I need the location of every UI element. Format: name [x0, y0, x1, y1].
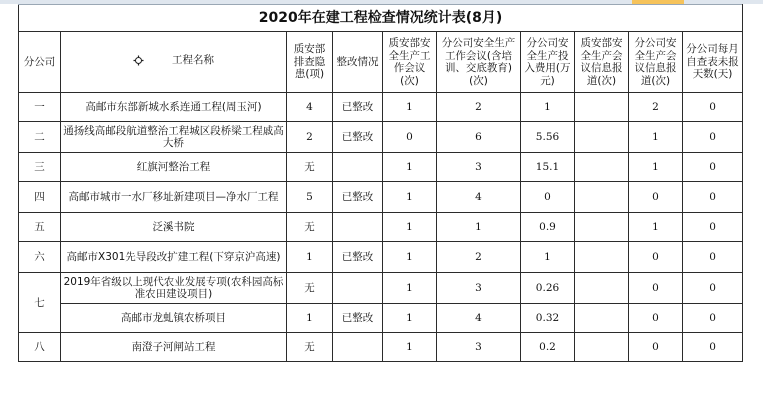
- cell-br-news[interactable]: 0: [629, 182, 683, 213]
- cell-invest[interactable]: 0.2: [521, 333, 575, 362]
- cell-hazards[interactable]: 4: [287, 93, 333, 122]
- cell-rectify[interactable]: 已整改: [333, 93, 383, 122]
- cell-branch[interactable]: 三: [19, 153, 61, 182]
- cell-br-meet[interactable]: 2: [437, 93, 521, 122]
- cell-br-meet[interactable]: 1: [437, 213, 521, 242]
- cell-project[interactable]: 高邮市X301先导段改扩建工程(下穿京沪高速): [61, 242, 287, 273]
- table-row: [19, 273, 743, 304]
- cell-qa-meet[interactable]: 1: [383, 213, 437, 242]
- move-cursor-icon: [133, 55, 144, 66]
- cell-qa-news[interactable]: [575, 122, 629, 153]
- cell-branch[interactable]: 五: [19, 213, 61, 242]
- cell-hazards[interactable]: 1: [287, 304, 333, 333]
- cell-unreported[interactable]: 0: [683, 304, 743, 333]
- cell-project[interactable]: 南澄子河闸站工程: [61, 333, 287, 362]
- header-hazards[interactable]: 质安部排查隐患(项): [287, 32, 333, 93]
- table-row: [19, 93, 743, 122]
- cell-qa-news[interactable]: [575, 273, 629, 304]
- cell-qa-news[interactable]: [575, 333, 629, 362]
- cell-br-news[interactable]: 0: [629, 242, 683, 273]
- header-investment[interactable]: 分公司安全生产投入费用(万元): [521, 32, 575, 93]
- table-row: [19, 333, 743, 362]
- header-qa-news[interactable]: 质安部安全生产会议信息报道(次): [575, 32, 629, 93]
- cell-br-news[interactable]: 0: [629, 273, 683, 304]
- cell-rectify[interactable]: [333, 213, 383, 242]
- header-project-name-label: 工程名称: [172, 54, 214, 67]
- header-project-name[interactable]: [61, 32, 287, 93]
- cell-project[interactable]: 红旗河整治工程: [61, 153, 287, 182]
- cell-qa-news[interactable]: [575, 242, 629, 273]
- header-qa-meetings[interactable]: 质安部安全生产工作会议(次): [383, 32, 437, 93]
- cell-rectify[interactable]: [333, 273, 383, 304]
- cell-qa-meet[interactable]: 1: [383, 182, 437, 213]
- cell-project[interactable]: 通扬线高邮段航道整治工程城区段桥梁工程戚高大桥: [61, 122, 287, 153]
- cell-hazards[interactable]: 5: [287, 182, 333, 213]
- statistics-table: [18, 4, 743, 362]
- cell-invest[interactable]: 0.26: [521, 273, 575, 304]
- cell-br-meet[interactable]: 6: [437, 122, 521, 153]
- cell-invest[interactable]: 1: [521, 93, 575, 122]
- table-row: [19, 182, 743, 213]
- header-branch[interactable]: 分公司: [19, 32, 61, 93]
- cell-qa-meet[interactable]: 1: [383, 304, 437, 333]
- cell-br-news[interactable]: 0: [629, 333, 683, 362]
- cell-qa-news[interactable]: [575, 182, 629, 213]
- cell-unreported[interactable]: 0: [683, 153, 743, 182]
- table-row: [19, 242, 743, 273]
- cell-project[interactable]: 泛溪书院: [61, 213, 287, 242]
- cell-qa-meet[interactable]: 1: [383, 273, 437, 304]
- cell-unreported[interactable]: 0: [683, 182, 743, 213]
- cell-br-meet[interactable]: 2: [437, 242, 521, 273]
- cell-br-meet[interactable]: 3: [437, 153, 521, 182]
- cell-branch[interactable]: 二: [19, 122, 61, 153]
- cell-qa-meet[interactable]: 1: [383, 333, 437, 362]
- cell-br-meet[interactable]: 4: [437, 182, 521, 213]
- table-title: 2020年在建工程检查情况统计表(8月): [19, 5, 743, 32]
- cell-br-meet[interactable]: 3: [437, 273, 521, 304]
- cell-invest[interactable]: 0.32: [521, 304, 575, 333]
- cell-br-news[interactable]: 0: [629, 304, 683, 333]
- cell-invest[interactable]: 1: [521, 242, 575, 273]
- cell-br-meet[interactable]: 4: [437, 304, 521, 333]
- table-row: [19, 153, 743, 182]
- cell-project[interactable]: 2019年省级以上现代农业发展专项(农科园高标准农田建设项目): [61, 273, 287, 304]
- cell-hazards[interactable]: 无: [287, 213, 333, 242]
- cell-project[interactable]: 高邮市城市一水厂移址新建项目—净水厂工程: [61, 182, 287, 213]
- cell-br-news[interactable]: 1: [629, 153, 683, 182]
- cell-qa-meet[interactable]: 0: [383, 122, 437, 153]
- header-unreported-days[interactable]: 分公司每月自查表未报天数(天): [683, 32, 743, 93]
- cell-rectify[interactable]: [333, 333, 383, 362]
- cell-br-meet[interactable]: 3: [437, 333, 521, 362]
- cell-branch[interactable]: 四: [19, 182, 61, 213]
- cell-unreported[interactable]: 0: [683, 273, 743, 304]
- cell-br-news[interactable]: 1: [629, 122, 683, 153]
- cell-unreported[interactable]: 0: [683, 242, 743, 273]
- cell-qa-meet[interactable]: 1: [383, 242, 437, 273]
- cell-hazards[interactable]: 无: [287, 333, 333, 362]
- table-row: [19, 213, 743, 242]
- cell-branch[interactable]: 六: [19, 242, 61, 273]
- cell-rectify[interactable]: 已整改: [333, 304, 383, 333]
- cell-invest[interactable]: 15.1: [521, 153, 575, 182]
- cell-unreported[interactable]: 0: [683, 122, 743, 153]
- cell-invest[interactable]: 5.56: [521, 122, 575, 153]
- header-branch-meetings[interactable]: 分公司安全生产工作会议(含培训、交底教育)(次): [437, 32, 521, 93]
- header-branch-news[interactable]: 分公司安全生产会议信息报道(次): [629, 32, 683, 93]
- cell-qa-meet[interactable]: 1: [383, 93, 437, 122]
- cell-branch[interactable]: 七: [19, 273, 61, 333]
- sheet-bottom-blank: [0, 373, 763, 405]
- cell-unreported[interactable]: 0: [683, 93, 743, 122]
- cell-invest[interactable]: 0: [521, 182, 575, 213]
- cell-qa-news[interactable]: [575, 213, 629, 242]
- table-row: [19, 122, 743, 153]
- cell-project[interactable]: 高邮市龙虬镇农桥项目: [61, 304, 287, 333]
- cell-invest[interactable]: 0.9: [521, 213, 575, 242]
- cell-rectify[interactable]: 已整改: [333, 182, 383, 213]
- cell-branch[interactable]: 一: [19, 93, 61, 122]
- cell-qa-meet[interactable]: 1: [383, 153, 437, 182]
- cell-unreported[interactable]: 0: [683, 333, 743, 362]
- cell-br-news[interactable]: 1: [629, 213, 683, 242]
- cell-hazards[interactable]: 无: [287, 273, 333, 304]
- cell-hazards[interactable]: 2: [287, 122, 333, 153]
- cell-branch[interactable]: 八: [19, 333, 61, 362]
- cell-rectify[interactable]: 已整改: [333, 242, 383, 273]
- cell-unreported[interactable]: 0: [683, 213, 743, 242]
- cell-rectify[interactable]: [333, 153, 383, 182]
- cell-qa-news[interactable]: [575, 304, 629, 333]
- cell-br-news[interactable]: 2: [629, 93, 683, 122]
- table-row: [19, 304, 743, 333]
- header-rectification[interactable]: 整改情况: [333, 32, 383, 93]
- cell-qa-news[interactable]: [575, 153, 629, 182]
- cell-qa-news[interactable]: [575, 93, 629, 122]
- cell-rectify[interactable]: 已整改: [333, 122, 383, 153]
- cell-hazards[interactable]: 无: [287, 153, 333, 182]
- cell-project[interactable]: 高邮市东部新城水系连通工程(周玉河): [61, 93, 287, 122]
- cell-hazards[interactable]: 1: [287, 242, 333, 273]
